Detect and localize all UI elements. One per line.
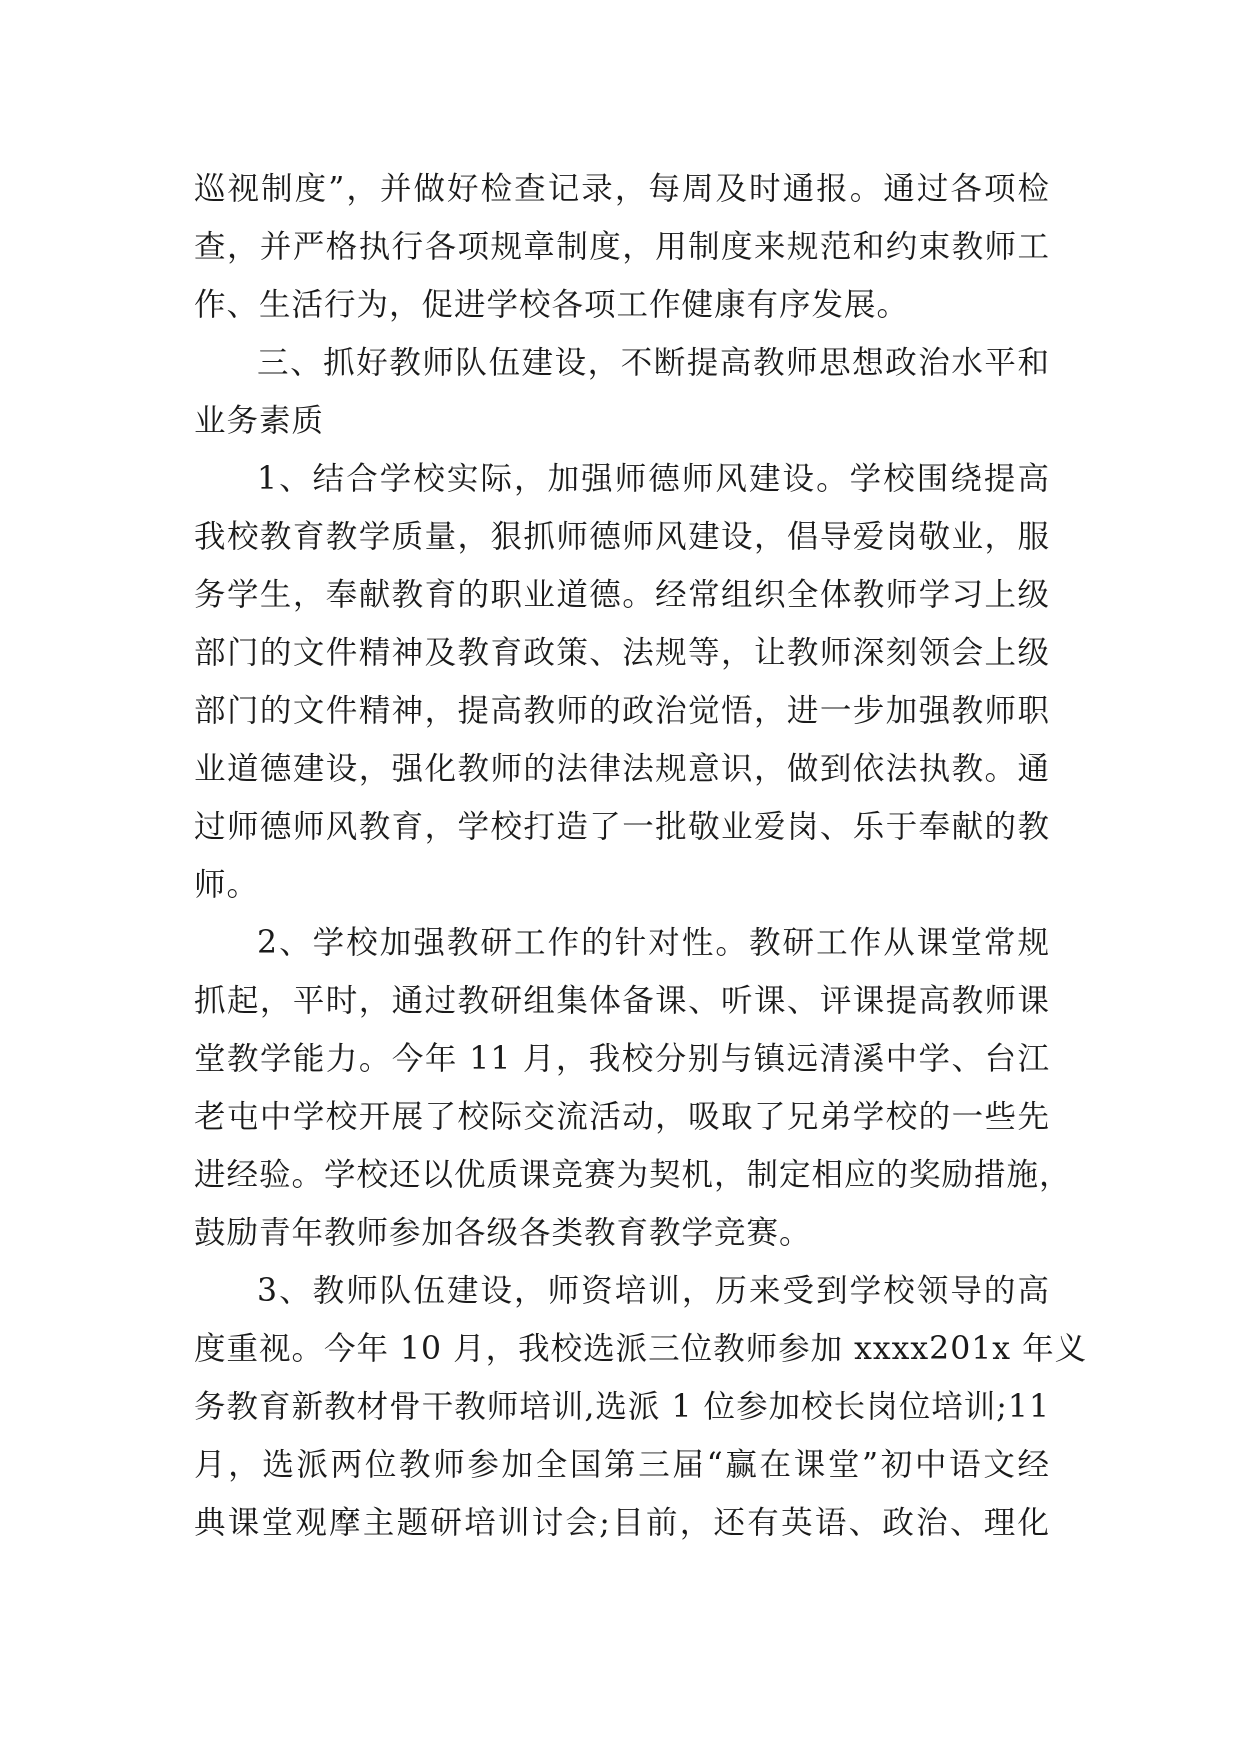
text-line: 部门的文件精神及教育政策、法规等，让教师深刻领会上级 [194,635,1050,671]
text-line: 3、教师队伍建设，师资培训，历来受到学校领导的高 [257,1273,1050,1309]
text-line: 过师德师风教育，学校打造了一批敬业爱岗、乐于奉献的教 [194,809,1050,845]
text-line: 我校教育教学质量，狠抓师德师风建设，倡导爱岗敬业，服 [194,519,1050,555]
text-line: 典课堂观摩主题研培训讨会;目前，还有英语、政治、理化 [194,1505,1050,1541]
text-line: 务学生，奉献教育的职业道德。经常组织全体教师学习上级 [194,577,1050,613]
section-heading-teacher-team [194,334,1050,450]
paragraph-item-1-ethics [194,450,1050,914]
paragraph-item-2-research [194,914,1072,1262]
text-line: 巡视制度”，并做好检查记录，每周及时通报。通过各项检 [194,171,1050,207]
text-line: 堂教学能力。今年 11 月，我校分别与镇远清溪中学、台江 [194,1041,1050,1077]
text-line: 鼓励青年教师参加各级各类教育教学竞赛。 [194,1215,812,1251]
paragraph-inspection-records [194,160,1050,334]
text-line: 作、生活行为，促进学校各项工作健康有序发展。 [194,287,910,323]
text-line: 师。 [194,867,260,903]
text-line: 2、学校加强教研工作的针对性。教研工作从课堂常规 [257,925,1050,961]
text-line: 老屯中学校开展了校际交流活动，吸取了兄弟学校的一些先 [194,1099,1050,1135]
text-line: 业务素质 [194,403,325,439]
document-body [194,160,1088,1552]
text-line: 度重视。今年 10 月，我校选派三位教师参加 xxxx201x 年义 [194,1331,1088,1367]
text-line: 抓起，平时，通过教研组集体备课、听课、评课提高教师课 [194,983,1050,1019]
text-line: 查，并严格执行各项规章制度，用制度来规范和约束教师工 [194,229,1050,265]
text-line: 进经验。学校还以优质课竞赛为契机，制定相应的奖励措施， [194,1157,1072,1193]
paragraph-item-3-training [194,1262,1088,1552]
text-line: 1、结合学校实际，加强师德师风建设。学校围绕提高 [257,461,1050,497]
text-line: 三、抓好教师队伍建设，不断提高教师思想政治水平和 [257,345,1050,381]
text-line: 业道德建设，强化教师的法律法规意识，做到依法执教。通 [194,751,1050,787]
text-line: 务教育新教材骨干教师培训,选派 1 位参加校长岗位培训;11 [194,1389,1050,1425]
text-line: 月，选派两位教师参加全国第三届“赢在课堂”初中语文经 [194,1447,1050,1483]
text-line: 部门的文件精神，提高教师的政治觉悟，进一步加强教师职 [194,693,1050,729]
